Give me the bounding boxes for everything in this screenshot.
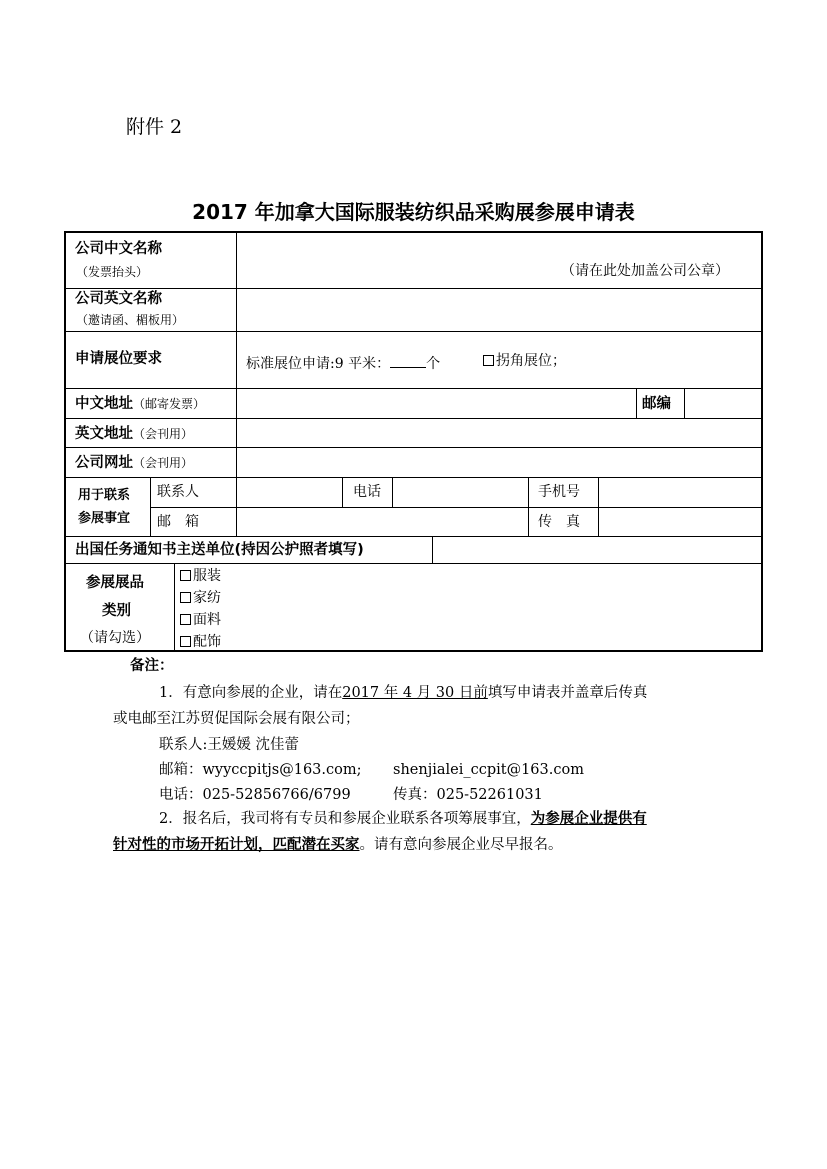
website-label: 公司网址（会刊用） [75, 455, 194, 471]
email-1: wyyccpitjs@163.com; [202, 762, 362, 778]
checkbox-icon[interactable] [180, 614, 191, 625]
category-label-2: 类别 [102, 603, 131, 619]
phone-label: 电话 [353, 484, 381, 500]
email-2: shenjialei_ccpit@163.com [393, 762, 584, 778]
mobile-label: 手机号 [538, 484, 580, 500]
application-form [64, 231, 763, 652]
mission-label: 出国任务通知书主送单位(持因公护照者填写) [75, 542, 364, 558]
address-en-label: 英文地址（会刊用） [75, 426, 194, 442]
mobile-field[interactable] [599, 478, 761, 507]
option-home-textile[interactable]: 家纺 [180, 591, 221, 605]
website-field[interactable] [237, 448, 761, 477]
company-en-field[interactable] [237, 289, 761, 331]
corner-booth-option[interactable] [483, 354, 566, 368]
note-1-line-1: 1．有意向参展的企业，请在2017 年 4 月 30 日前填写申请表并盖章后传真 [159, 685, 648, 701]
note-2-line-2: 针对性的市场开拓计划，匹配潜在买家。请有意向参展企业尽早报名。 [113, 837, 563, 853]
postcode-field[interactable] [685, 389, 761, 418]
option-fabric[interactable]: 面料 [180, 613, 221, 627]
address-cn-field[interactable] [237, 389, 636, 418]
address-en-field[interactable] [237, 419, 761, 447]
fax-line: 传真：025-52261031 [393, 787, 543, 803]
phone-field[interactable] [393, 478, 528, 507]
option-accessories[interactable]: 配饰 [180, 635, 221, 649]
checkbox-icon[interactable] [180, 636, 191, 647]
email-line: 邮箱：wyyccpitjs@163.com; [159, 762, 362, 778]
checkbox-icon[interactable] [180, 592, 191, 603]
fax-label: 传 真 [538, 514, 580, 530]
corner-booth-label: 拐角展位； [496, 353, 566, 369]
checkbox-icon[interactable] [180, 570, 191, 581]
address-cn-label: 中文地址（邮寄发票） [75, 396, 206, 412]
contact-person-field[interactable] [237, 478, 342, 507]
contact-person-label: 联系人 [157, 484, 199, 500]
booth-label: 申请展位要求 [75, 351, 162, 367]
mission-field[interactable] [433, 537, 761, 563]
stamp-hint: （请在此处加盖公司公章） [561, 263, 729, 279]
booth-count-field[interactable] [390, 354, 426, 368]
tel-line: 电话：025-52856766/6799 [159, 787, 351, 803]
page-title: 2017 年加拿大国际服装纺织品采购展参展申请表 [192, 200, 635, 224]
note-2-line-1: 2．报名后，我司将有专员和参展企业联系各项筹展事宜，为参展企业提供有 [159, 811, 647, 827]
contact-group-label-1: 用于联系 [78, 488, 131, 503]
email-label: 邮 箱 [157, 514, 199, 530]
note-1-line-2: 或电邮至江苏贸促国际会展有限公司； [113, 711, 360, 727]
company-en-label: 公司英文名称 [75, 291, 162, 307]
notes-heading: 备注： [130, 658, 174, 674]
email-field[interactable] [237, 508, 528, 536]
contact-group-label-2: 参展事宜 [78, 511, 131, 526]
booth-standard [246, 354, 440, 371]
fax-field[interactable] [599, 508, 761, 536]
company-cn-field[interactable] [237, 233, 761, 288]
company-cn-hint: （发票抬头） [76, 265, 149, 279]
category-label-1: 参展展品 [86, 575, 144, 591]
attachment-label: 附件 2 [126, 116, 183, 138]
option-clothing[interactable]: 服装 [180, 569, 221, 583]
category-label-3: （请勾选） [80, 630, 150, 646]
contact-persons: 联系人:王媛媛 沈佳蕾 [159, 737, 299, 753]
postcode-label: 邮编 [642, 396, 671, 412]
company-cn-label: 公司中文名称 [75, 241, 162, 257]
booth-standard-text: 标准展位申请:9 平米： [246, 356, 391, 372]
company-en-hint: （邀请函、楣板用） [76, 313, 185, 327]
checkbox-icon[interactable] [483, 355, 494, 366]
booth-unit: 个 [426, 356, 441, 372]
